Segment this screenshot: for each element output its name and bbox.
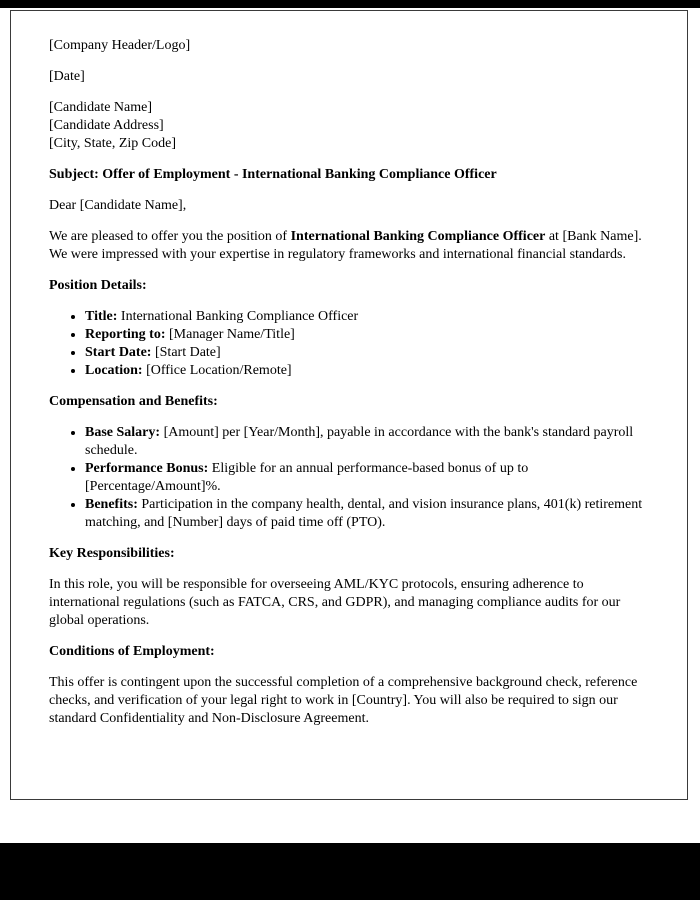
recipient-block	[49, 99, 649, 153]
list-item	[85, 460, 649, 496]
key-responsibilities-heading: Key Responsibilities:	[49, 546, 175, 561]
company-header-placeholder: [Company Header/Logo]	[49, 38, 191, 53]
intro-text-after: at [Bank Name]. We were impressed with your expertise in regulatory frameworks and international financial standards.	[49, 229, 642, 262]
conditions-heading: Conditions of Employment:	[49, 644, 215, 659]
item-text: Eligible for an annual performance-based bonus of up to [Percentage/Amount]%.	[85, 461, 529, 494]
item-label: Benefits:	[85, 497, 138, 512]
recipient-name: [Candidate Name]	[49, 100, 153, 115]
item-text: [Amount] per [Year/Month], payable in accordance with the bank's standard payroll schedule.	[85, 425, 634, 458]
key-responsibilities-paragraph: In this role, you will be responsible for overseeing AML/KYC protocols, ensuring adherence to international regulations (such as FATCA, CRS, and GDPR), and managing compliance audits for our global operations.	[49, 577, 621, 628]
list-item	[85, 362, 649, 380]
item-text: [Manager Name/Title]	[165, 327, 295, 342]
item-label: Performance Bonus:	[85, 461, 209, 476]
document-page	[10, 10, 688, 800]
item-label: Location:	[85, 363, 143, 378]
intro-position-title: International Banking Compliance Officer	[290, 229, 546, 244]
subject-line: Subject: Offer of Employment - International Banking Compliance Officer	[49, 167, 497, 182]
position-details-heading: Position Details:	[49, 278, 147, 293]
item-text: International Banking Compliance Officer	[117, 309, 359, 324]
compensation-heading: Compensation and Benefits:	[49, 394, 218, 409]
intro-paragraph	[49, 228, 649, 264]
item-text: Participation in the company health, dental, and vision insurance plans, 401(k) retirement matching, and [Number] days of paid time off (PTO).	[85, 497, 643, 530]
recipient-address: [Candidate Address]	[49, 118, 164, 133]
salutation: Dear [Candidate Name],	[49, 198, 187, 213]
item-label: Start Date:	[85, 345, 152, 360]
item-label: Base Salary:	[85, 425, 161, 440]
position-details-list	[49, 308, 649, 380]
conditions-paragraph: This offer is contingent upon the successful completion of a comprehensive background check, reference checks, and verification of your legal right to work in [Country]. You will also be required to sign our standard Confidentiality and Non-Disclosure Agreement.	[49, 675, 638, 726]
letter-content	[49, 37, 649, 728]
compensation-list	[49, 424, 649, 532]
top-border-bar	[0, 0, 700, 8]
bottom-border-bar	[0, 843, 700, 900]
item-label: Reporting to:	[85, 327, 166, 342]
list-item	[85, 308, 649, 326]
list-item	[85, 326, 649, 344]
item-text: [Office Location/Remote]	[142, 363, 292, 378]
date-line: [Date]	[49, 69, 85, 84]
intro-text-before: We are pleased to offer you the position of	[49, 229, 291, 244]
list-item	[85, 496, 649, 532]
list-item	[85, 424, 649, 460]
recipient-city-state-zip: [City, State, Zip Code]	[49, 136, 177, 151]
item-text: [Start Date]	[151, 345, 221, 360]
item-label: Title:	[85, 309, 118, 324]
list-item	[85, 344, 649, 362]
